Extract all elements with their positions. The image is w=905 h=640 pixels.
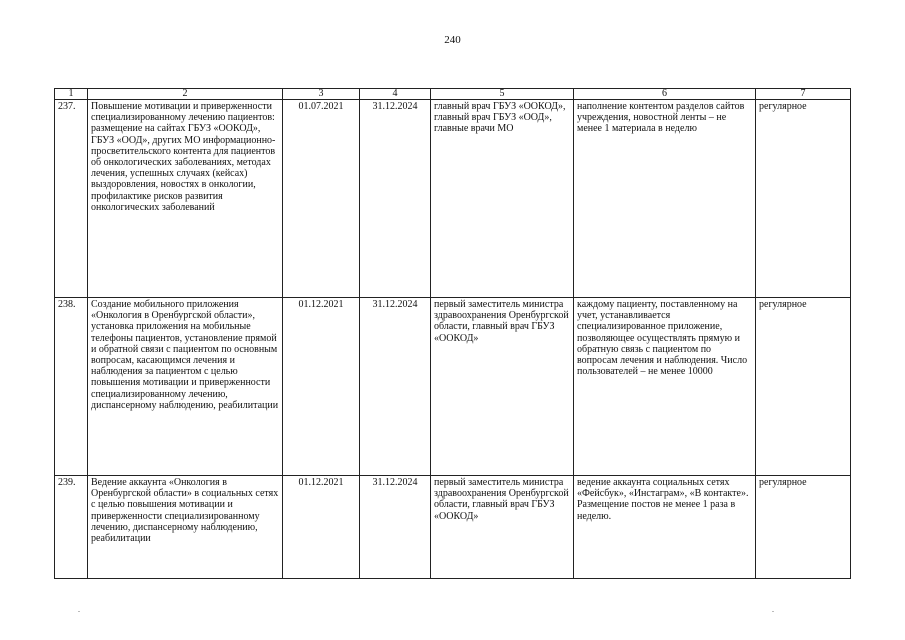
end-date-cell: 31.12.2024 (360, 298, 431, 476)
table-row (55, 100, 851, 298)
column-header: 7 (756, 89, 851, 100)
result-cell: наполнение контентом разделов сайтов учреждения, новостной ленты – не менее 1 материала в неделю (574, 100, 756, 298)
responsible-cell: первый заместитель министра здравоохранения Оренбургской области, главный врач ГБУЗ «ООКОД» (431, 298, 574, 476)
frequency-cell: регулярное (756, 298, 851, 476)
row-number: 239. (55, 476, 88, 579)
column-header: 1 (55, 89, 88, 100)
column-header: 6 (574, 89, 756, 100)
scan-artifact (772, 611, 774, 612)
start-date-cell: 01.12.2021 (283, 476, 360, 579)
table-header-row (55, 89, 851, 100)
page-number: 240 (444, 34, 461, 46)
activity-cell: Создание мобильного приложения «Онкология в Оренбургской области», установка приложения на мобильные телефоны пациентов, установление прямой и обратной связи с пациентом по основным вопросам, касающимся лечения и наблюдения за пациентом с целью повышения мотивации и приверженности специализированному лечению, диспансерному наблюдению, реабилитации (88, 298, 283, 476)
frequency-cell: регулярное (756, 476, 851, 579)
column-header: 3 (283, 89, 360, 100)
start-date-cell: 01.07.2021 (283, 100, 360, 298)
table-row (55, 476, 851, 579)
column-header: 2 (88, 89, 283, 100)
column-header: 5 (431, 89, 574, 100)
measures-table (54, 88, 851, 579)
activity-cell: Повышение мотивации и приверженности специализированному лечению пациентов: размещение на сайтах ГБУЗ «ООКОД», ГБУЗ «ООД», других МО информационно-просветительского контента для пациентов об онкологических заболеваниях, методах лечения, успешных случаях (кейсах) выздоровления, новостях в онкологии, профилактике рисков развития онкологических заболеваний (88, 100, 283, 298)
end-date-cell: 31.12.2024 (360, 476, 431, 579)
result-cell: каждому пациенту, поставленному на учет, устанавливается специализированное приложение, позволяющее осуществлять прямую и обратную связь с пациентом по вопросам лечения и наблюдения. Число пользователей – не менее 10000 (574, 298, 756, 476)
row-number: 237. (55, 100, 88, 298)
table-row (55, 298, 851, 476)
end-date-cell: 31.12.2024 (360, 100, 431, 298)
frequency-cell: регулярное (756, 100, 851, 298)
start-date-cell: 01.12.2021 (283, 298, 360, 476)
result-cell: ведение аккаунта социальных сетях «Фейсбук», «Инстаграм», «В контакте». Размещение постов не менее 1 раза в неделю. (574, 476, 756, 579)
row-number: 238. (55, 298, 88, 476)
responsible-cell: главный врач ГБУЗ «ООКОД», главный врач ГБУЗ «ООД», главные врачи МО (431, 100, 574, 298)
responsible-cell: первый заместитель министра здравоохранения Оренбургской области, главный врач ГБУЗ «ООКОД» (431, 476, 574, 579)
column-header: 4 (360, 89, 431, 100)
scan-artifact (78, 611, 80, 612)
activity-cell: Ведение аккаунта «Онкология в Оренбургской области» в социальных сетях с целью повышения мотивации и приверженности специализированному лечению, диспансерному наблюдению, реабилитации (88, 476, 283, 579)
